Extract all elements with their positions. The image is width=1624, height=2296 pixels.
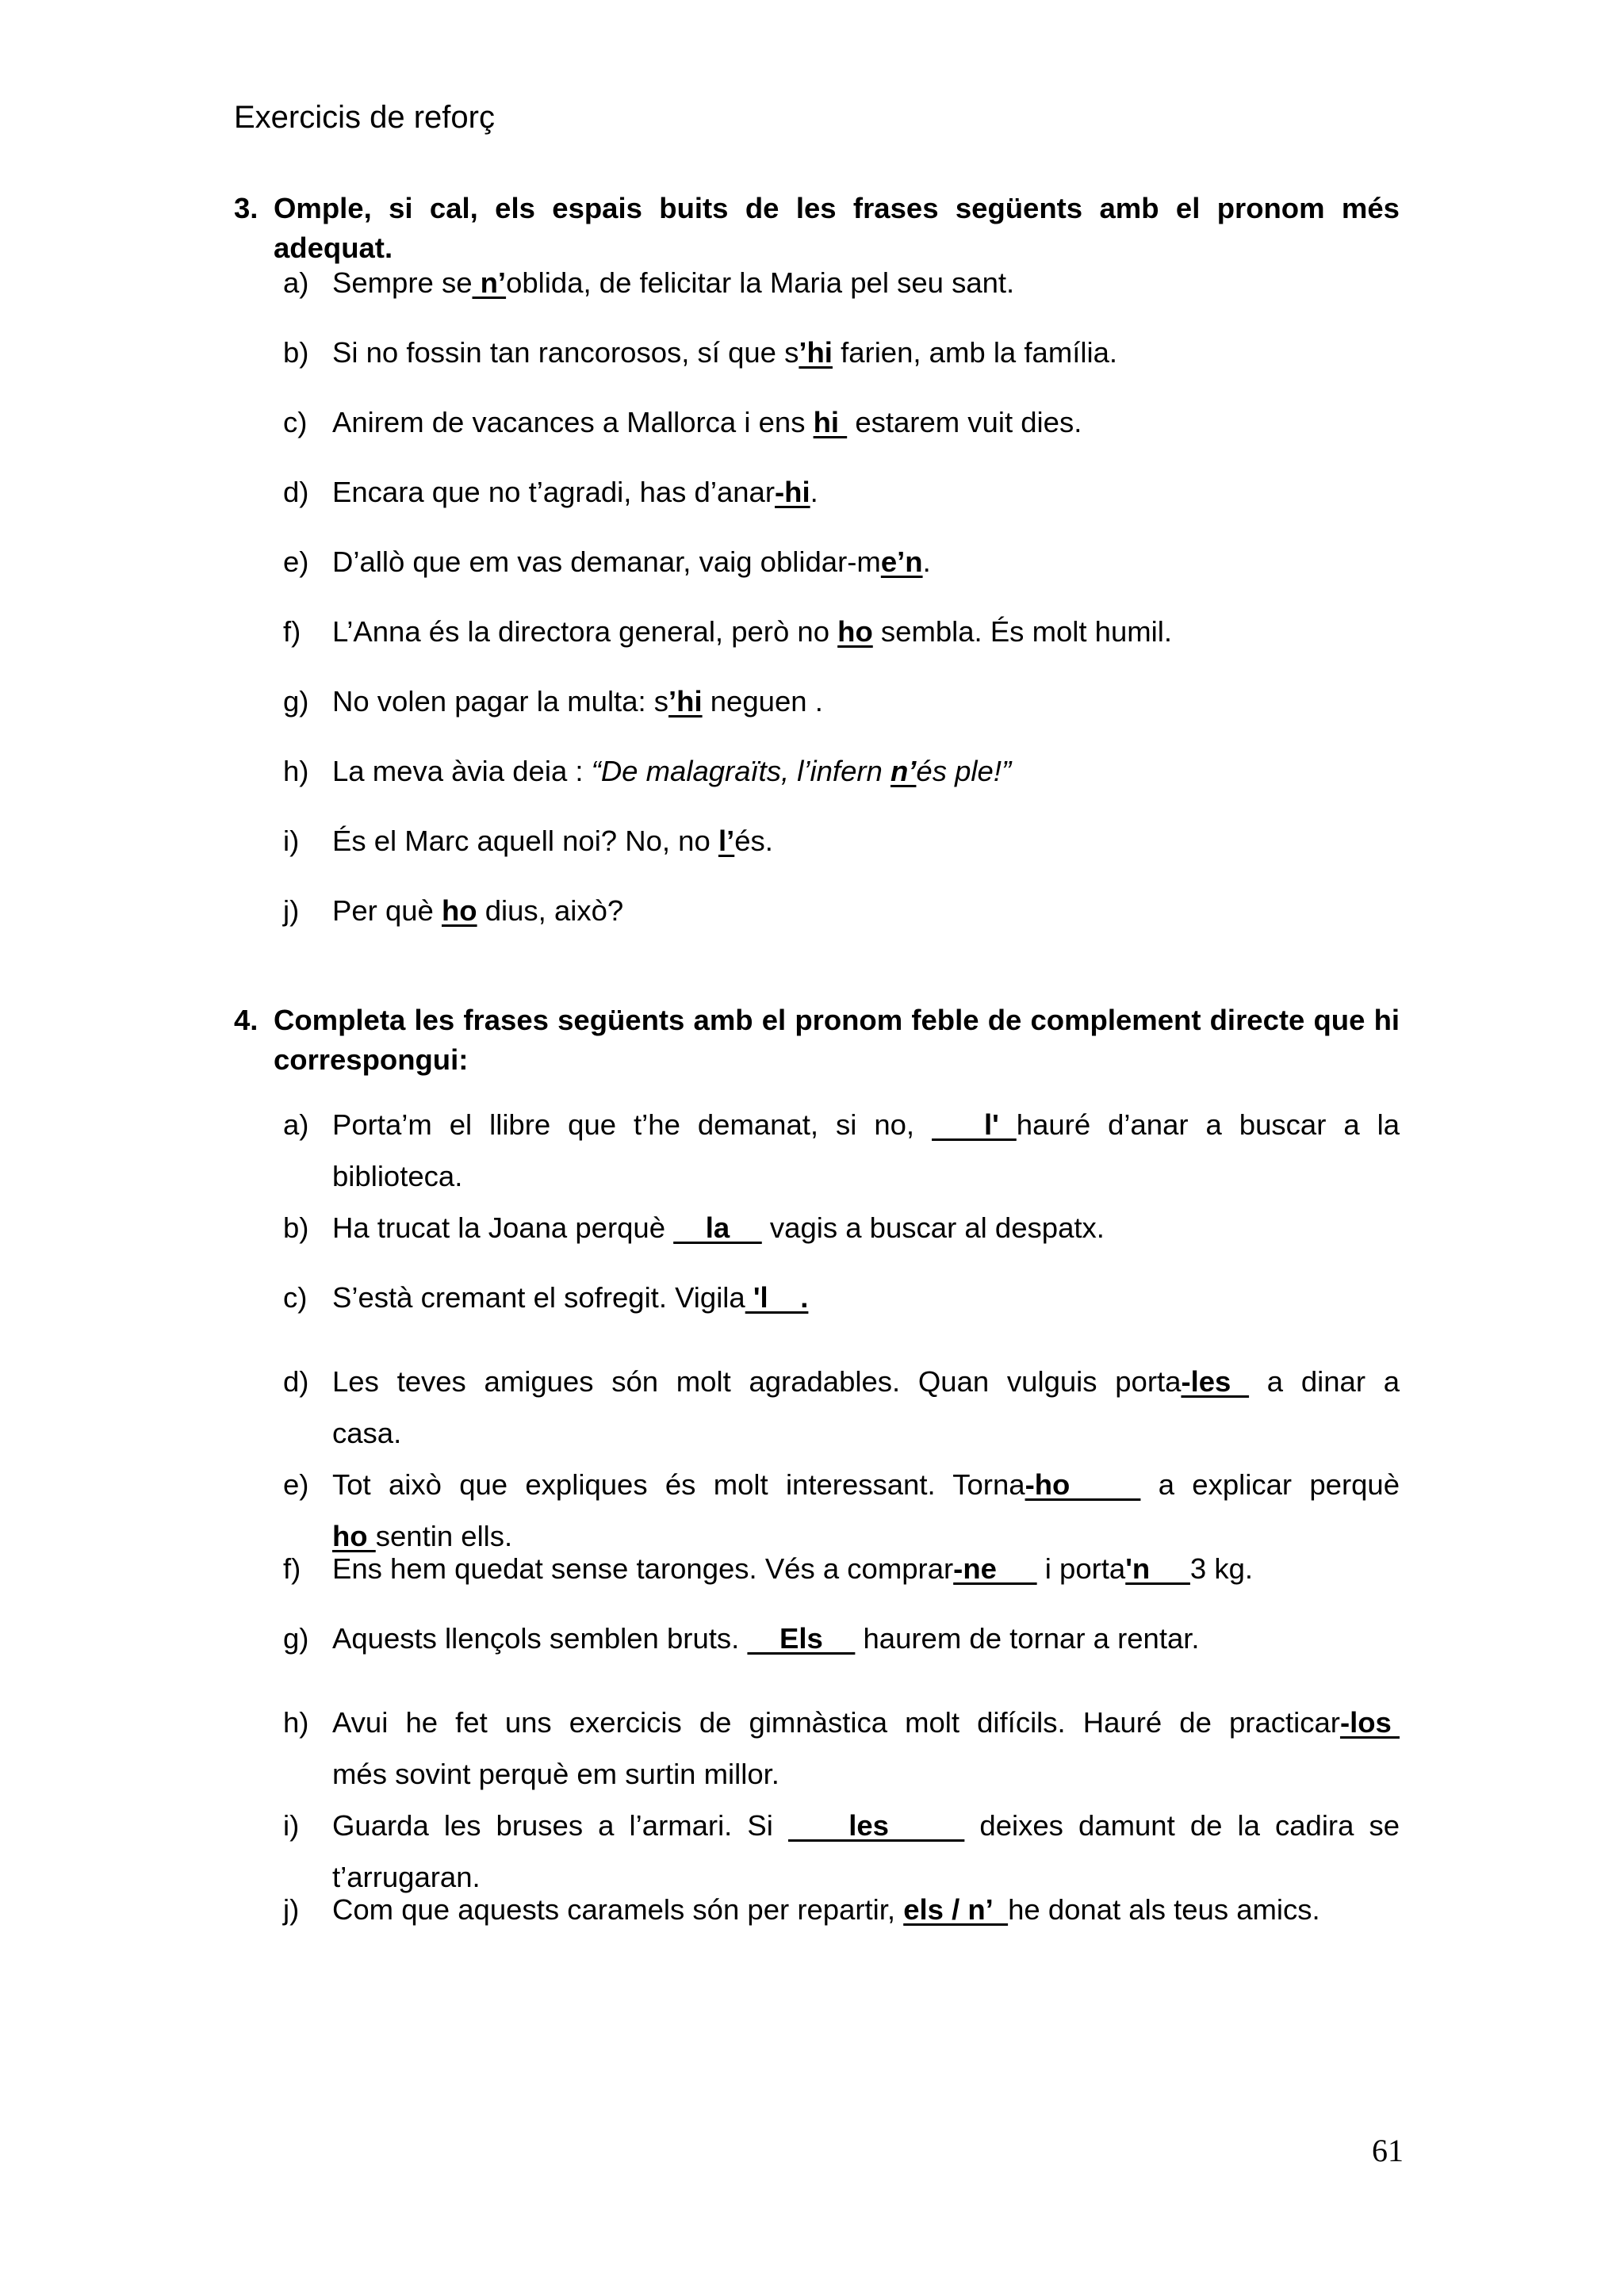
item-label: g): [283, 1622, 309, 1655]
item-sentence: [332, 1202, 1400, 1253]
sentence-text: Tot això que expliques és molt interessant. Torna: [332, 1468, 1025, 1501]
sentence-text: he donat als teus amics.: [1008, 1893, 1320, 1926]
item-sentence: [332, 536, 1400, 587]
sentence-text: No volen pagar la multa: s: [332, 685, 669, 718]
answer-fill: ’hi: [668, 685, 703, 718]
item-label: g): [283, 685, 309, 718]
sentence-text: L’Anna és la directora general, però no: [332, 615, 838, 648]
exercise-item: [283, 1884, 1400, 1935]
sentence-text: haurem de tornar a rentar.: [855, 1622, 1200, 1655]
exercise-item: [283, 815, 1400, 867]
sentence-text: farien, amb la família.: [832, 336, 1118, 369]
item-label: e): [283, 545, 309, 578]
sentence-text: oblida, de felicitar la Maria pel seu sant.: [506, 266, 1015, 299]
sentence-text: Aquests llençols semblen bruts.: [332, 1622, 748, 1655]
exercise-4-instruction: Completa les frases següents amb el pronom feble de complement directe que hi correspongui:: [274, 1004, 1400, 1076]
sentence-text: Les teves amigues són molt agradables. Quan vulguis porta: [332, 1365, 1182, 1398]
sentence-text: Ens hem quedat sense taronges. Vés a comprar: [332, 1552, 954, 1585]
exercise-item: [283, 745, 1400, 797]
exercise-item: [283, 1356, 1400, 1407]
answer-fill: -ho: [1025, 1468, 1141, 1501]
answer-fill: l': [932, 1108, 1017, 1141]
exercise-item: [283, 396, 1400, 448]
sentence-text: estarem vuit dies.: [847, 406, 1082, 438]
answer-fill: e’n: [880, 545, 923, 578]
item-sentence: [332, 1697, 1400, 1748]
item-label: d): [283, 1365, 309, 1398]
item-label: i): [283, 1809, 300, 1842]
answer-fill: -ne: [953, 1552, 1037, 1585]
item-sentence: [332, 1543, 1400, 1594]
item-label: b): [283, 1211, 309, 1244]
sentence-text: D’allò que em vas demanar, vaig oblidar-m: [332, 545, 881, 578]
item-sentence: [332, 466, 1400, 518]
item-label: f): [283, 615, 301, 648]
exercise-3-number: 3.: [234, 192, 259, 224]
sentence-text: Avui he fet uns exercicis de gimnàstica molt difícils. Hauré de practicar: [332, 1706, 1340, 1739]
exercise-item: [283, 1543, 1400, 1594]
sentence-text: S’està cremant el sofregit. Vigila: [332, 1281, 745, 1314]
sentence-text: sentin ells.: [375, 1520, 513, 1552]
sentence-text: Encara que no t’agradi, has d’anar: [332, 476, 776, 508]
answer-fill: 'l .: [745, 1281, 809, 1314]
answer-fill: Els: [747, 1622, 856, 1655]
item-sentence: [332, 257, 1400, 308]
exercise-4: [234, 1001, 1400, 1926]
page-number: 61: [1372, 2133, 1404, 2168]
sentence-text: Guarda les bruses a l’armari. Si: [332, 1809, 788, 1842]
item-sentence-continuation: biblioteca.: [332, 1160, 463, 1192]
answer-fill: -hi: [775, 476, 810, 508]
item-sentence: [332, 327, 1400, 378]
item-label: a): [283, 1108, 309, 1141]
exercise-item: [283, 606, 1400, 657]
item-sentence: [332, 1356, 1400, 1407]
sentence-text: i porta: [1036, 1552, 1126, 1585]
item-sentence: [332, 1800, 1400, 1851]
sentence-text: Per què: [332, 894, 442, 927]
item-label: h): [283, 1706, 309, 1739]
item-sentence: [332, 675, 1400, 727]
exercise-item: [283, 1697, 1400, 1748]
sentence-text: sembla. És molt humil.: [872, 615, 1173, 648]
sentence-text: a explicar perquè: [1140, 1468, 1400, 1501]
sentence-text: .: [922, 545, 931, 578]
answer-fill: els / n’: [903, 1893, 1009, 1926]
item-label: a): [283, 266, 309, 299]
exercise-3-heading: [234, 189, 1400, 268]
item-sentence: [332, 885, 1400, 936]
exercise-item: [283, 1800, 1400, 1851]
answer-fill: l’: [718, 825, 735, 857]
sentence-text: deixes damunt de la cadira se: [964, 1809, 1400, 1842]
item-label: e): [283, 1468, 309, 1501]
answer-fill: -los: [1339, 1706, 1400, 1739]
page-header: Exercicis de reforç: [234, 100, 495, 135]
exercise-3-instruction: Omple, si cal, els espais buits de les frases següents amb el pronom més adequat.: [274, 192, 1400, 264]
sentence-text: És el Marc aquell noi? No, no: [332, 825, 718, 857]
item-sentence: [332, 606, 1400, 657]
item-sentence: [332, 1099, 1400, 1150]
exercise-item: [283, 1613, 1400, 1664]
sentence-text: és.: [734, 825, 773, 857]
sentence-text: vagis a buscar al despatx.: [761, 1211, 1105, 1244]
sentence-text: Com que aquests caramels són per repartir,: [332, 1893, 904, 1926]
item-sentence: [332, 1613, 1400, 1664]
sentence-text: .: [810, 476, 818, 508]
sentence-text: a dinar a: [1249, 1365, 1400, 1398]
exercise-item: [283, 257, 1400, 308]
item-sentence-continuation: més sovint perquè em surtin millor.: [332, 1758, 779, 1790]
answer-fill: hi: [813, 406, 848, 438]
answer-fill: “De malagraïts, l’infern: [591, 755, 891, 787]
answer-fill: n’: [472, 266, 507, 299]
sentence-text: dius, això?: [477, 894, 624, 927]
answer-fill: ho: [332, 1520, 376, 1552]
exercise-3: [234, 189, 1400, 927]
item-label: h): [283, 755, 309, 787]
sentence-text: Anirem de vacances a Mallorca i ens: [332, 406, 814, 438]
answer-fill: ho: [837, 615, 873, 648]
exercise-item: [283, 536, 1400, 587]
item-label: d): [283, 476, 309, 508]
sentence-text: La meva àvia deia :: [332, 755, 592, 787]
answer-fill: és ple!”: [916, 755, 1012, 787]
answer-fill: -les: [1181, 1365, 1250, 1398]
item-sentence-continuation: t’arrugaran.: [332, 1861, 481, 1893]
item-sentence: [332, 745, 1400, 797]
item-label: c): [283, 406, 308, 438]
answer-fill: ’hi: [799, 336, 833, 369]
sentence-text: neguen .: [702, 685, 823, 718]
item-label: j): [283, 1893, 300, 1926]
item-label: j): [283, 894, 300, 927]
answer-fill: la: [673, 1211, 762, 1244]
item-sentence: [332, 396, 1400, 448]
item-label: c): [283, 1281, 308, 1314]
sentence-text: 3 kg.: [1189, 1552, 1254, 1585]
sentence-text: Sempre se: [332, 266, 473, 299]
sentence-text: Si no fossin tan rancorosos, sí que s: [332, 336, 799, 369]
item-sentence: [332, 1884, 1400, 1935]
exercise-item: [283, 675, 1400, 727]
item-sentence: [332, 1459, 1400, 1510]
sentence-text: hauré d’anar a buscar a la: [1016, 1108, 1400, 1141]
item-sentence: [332, 1272, 1400, 1323]
exercise-item: [283, 466, 1400, 518]
exercise-item: [283, 885, 1400, 936]
exercise-4-number: 4.: [234, 1004, 259, 1036]
answer-fill: 'n: [1125, 1552, 1190, 1585]
item-label: b): [283, 336, 309, 369]
exercise-item: [283, 1459, 1400, 1510]
exercise-item: [283, 1099, 1400, 1150]
answer-fill: n’: [890, 755, 917, 787]
answer-fill: les: [787, 1809, 965, 1842]
exercise-item: [283, 327, 1400, 378]
exercise-4-heading: [234, 1001, 1400, 1080]
sentence-text: Porta’m el llibre que t’he demanat, si no,: [332, 1108, 933, 1141]
item-label: f): [283, 1552, 301, 1585]
item-sentence: [332, 815, 1400, 867]
sentence-text: Ha trucat la Joana perquè: [332, 1211, 674, 1244]
exercise-item: [283, 1202, 1400, 1253]
exercise-item: [283, 1272, 1400, 1323]
answer-fill: ho: [441, 894, 477, 927]
item-label: i): [283, 825, 300, 857]
item-sentence-continuation: casa.: [332, 1417, 402, 1449]
